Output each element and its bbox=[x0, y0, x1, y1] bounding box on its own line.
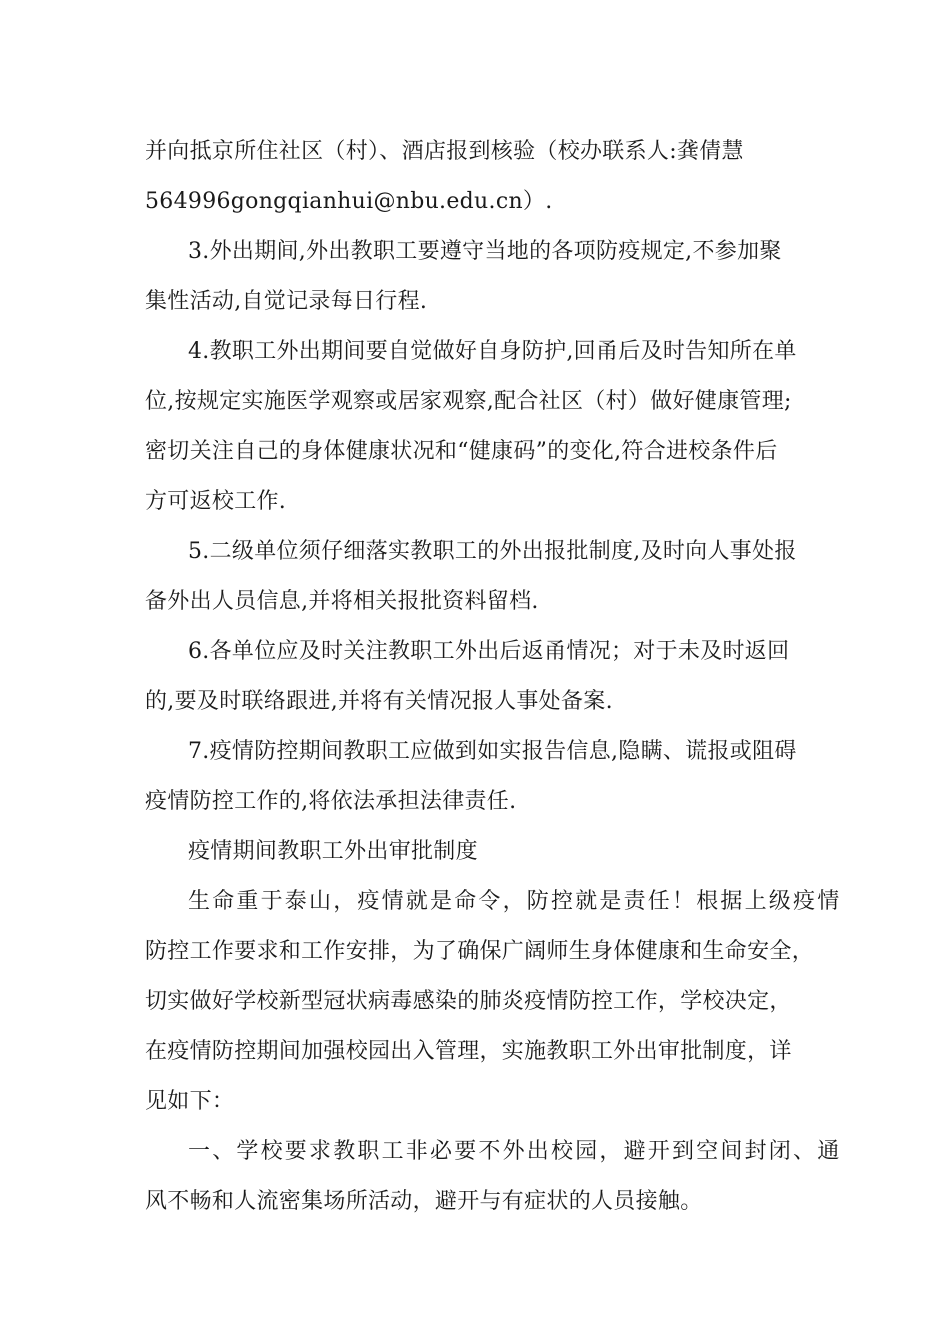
text-line: 风不畅和人流密集场所活动，避开与有症状的人员接触。 bbox=[145, 1189, 703, 1214]
text-line: 并向抵京所住社区（村）、酒店报到核验（校办联系人:龚倩慧 bbox=[145, 139, 744, 164]
text-line: 集性活动,自觉记录每日行程. bbox=[145, 289, 428, 314]
paragraph-start: 4.教职工外出期间要自觉做好自身防护,回甬后及时告知所在单 bbox=[188, 339, 797, 364]
paragraph-start: 6.各单位应及时关注教职工外出后返甬情况；对于未及时返回 bbox=[188, 639, 790, 664]
paragraph-start: 7.疫情防控期间教职工应做到如实报告信息,隐瞒、谎报或阻碍 bbox=[188, 739, 797, 764]
paragraph-start: 生命重于泰山，疫情就是命令，防控就是责任！根据上级疫情 bbox=[188, 889, 842, 914]
text-line: 切实做好学校新型冠状病毒感染的肺炎疫情防控工作，学校决定， bbox=[145, 989, 792, 1014]
text-line: 备外出人员信息,并将相关报批资料留档. bbox=[145, 589, 539, 614]
text-line: 防控工作要求和工作安排，为了确保广阔师生身体健康和生命安全， bbox=[145, 939, 815, 964]
text-line: 疫情防控工作的,将依法承担法律责任. bbox=[145, 789, 517, 814]
text-line: 564996gongqianhui@nbu.edu.cn）. bbox=[145, 189, 553, 214]
text-line: 密切关注自己的身体健康状况和“健康码”的变化,符合进校条件后 bbox=[145, 439, 778, 464]
paragraph-start: 5.二级单位须仔细落实教职工的外出报批制度,及时向人事处报 bbox=[188, 539, 797, 564]
paragraph-start: 3.外出期间,外出教职工要遵守当地的各项防疫规定,不参加聚 bbox=[188, 239, 782, 264]
text-line: 的,要及时联络跟进,并将有关情况报人事处备案. bbox=[145, 689, 613, 714]
text-line: 方可返校工作. bbox=[145, 489, 287, 514]
text-line: 见如下： bbox=[145, 1089, 235, 1114]
text-line: 在疫情防控期间加强校园出入管理，实施教职工外出审批制度，详 bbox=[145, 1039, 792, 1064]
text-line: 位,按规定实施医学观察或居家观察,配合社区（村）做好健康管理; bbox=[145, 389, 792, 414]
section-title: 疫情期间教职工外出审批制度 bbox=[188, 839, 478, 864]
paragraph-start: 一、学校要求教职工非必要不外出校园，避开到空间封闭、通 bbox=[188, 1139, 842, 1164]
